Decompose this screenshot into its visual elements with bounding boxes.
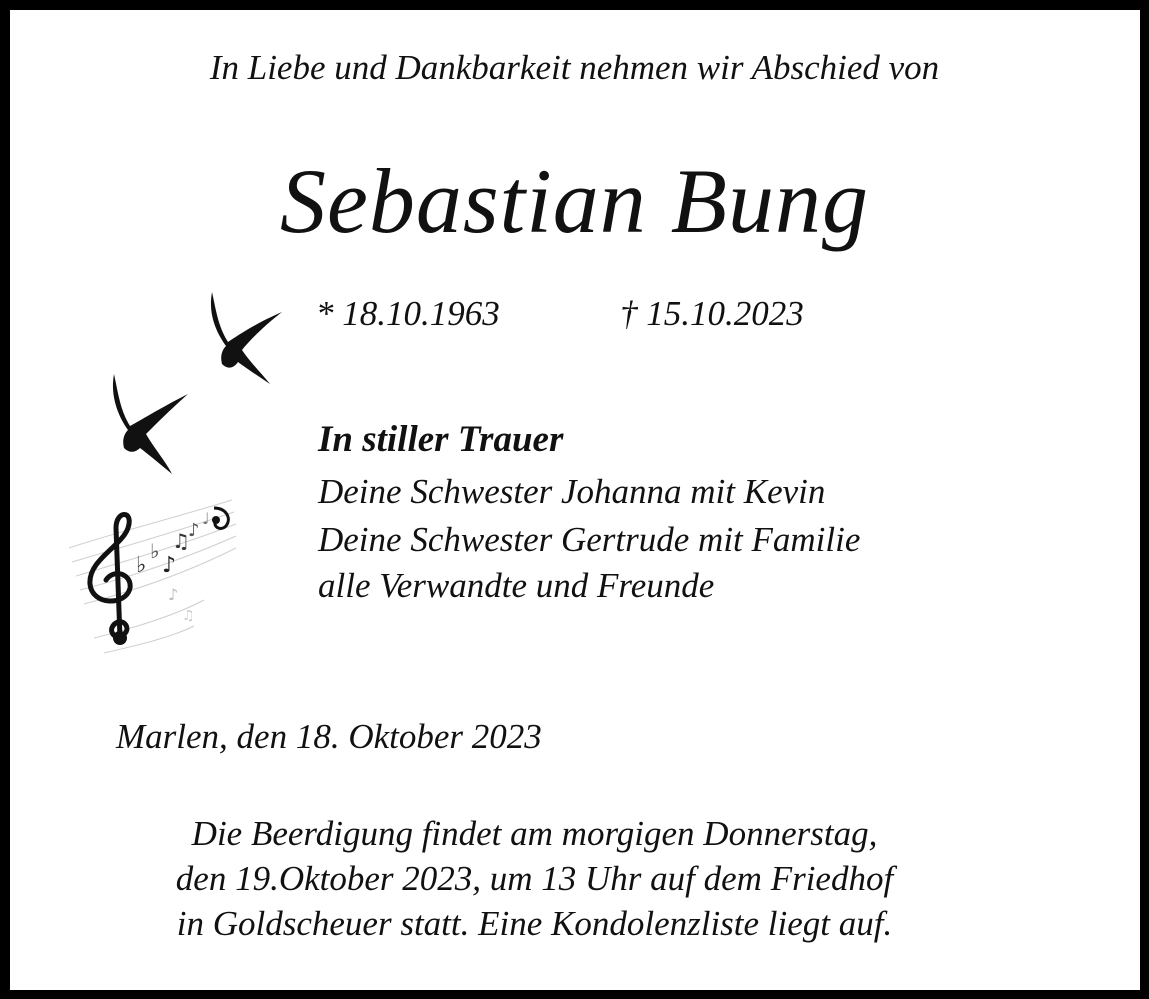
funeral-line: Die Beerdigung findet am morgigen Donnerstag, bbox=[191, 814, 878, 853]
swallow-icon bbox=[198, 290, 288, 390]
svg-text:♫: ♫ bbox=[182, 608, 195, 624]
treble-clef-music-notes-icon bbox=[64, 488, 239, 668]
place-and-date: Marlen, den 18. Oktober 2023 bbox=[116, 717, 542, 756]
svg-text:♭: ♭ bbox=[136, 553, 147, 578]
svg-text:♪: ♪ bbox=[168, 585, 179, 604]
svg-text:♫: ♫ bbox=[172, 529, 190, 553]
svg-text:♪: ♪ bbox=[188, 520, 200, 541]
funeral-line: in Goldscheuer statt. Eine Kondolenzliste liegt auf. bbox=[176, 904, 893, 943]
svg-text:♭: ♭ bbox=[150, 539, 160, 563]
mourner-line: Deine Schwester Gertrude mit Familie bbox=[318, 520, 861, 559]
mourner-line: Deine Schwester Johanna mit Kevin bbox=[318, 472, 826, 511]
death-date: † 15.10.2023 bbox=[620, 294, 804, 333]
intro-text: In Liebe und Dankbarkeit nehmen wir Abschied von bbox=[209, 48, 940, 87]
mourner-line: alle Verwandte und Freunde bbox=[318, 566, 715, 605]
svg-text:♪: ♪ bbox=[162, 553, 177, 578]
svg-text:♩: ♩ bbox=[202, 509, 210, 528]
mourning-heading: In stiller Trauer bbox=[318, 419, 564, 460]
swallow-icon bbox=[104, 372, 194, 477]
deceased-name: Sebastian Bung bbox=[280, 150, 869, 252]
funeral-info bbox=[0, 811, 1149, 946]
birth-date: * 18.10.1963 bbox=[316, 294, 500, 333]
funeral-line: den 19.Oktober 2023, um 13 Uhr auf dem Friedhof bbox=[175, 859, 894, 898]
